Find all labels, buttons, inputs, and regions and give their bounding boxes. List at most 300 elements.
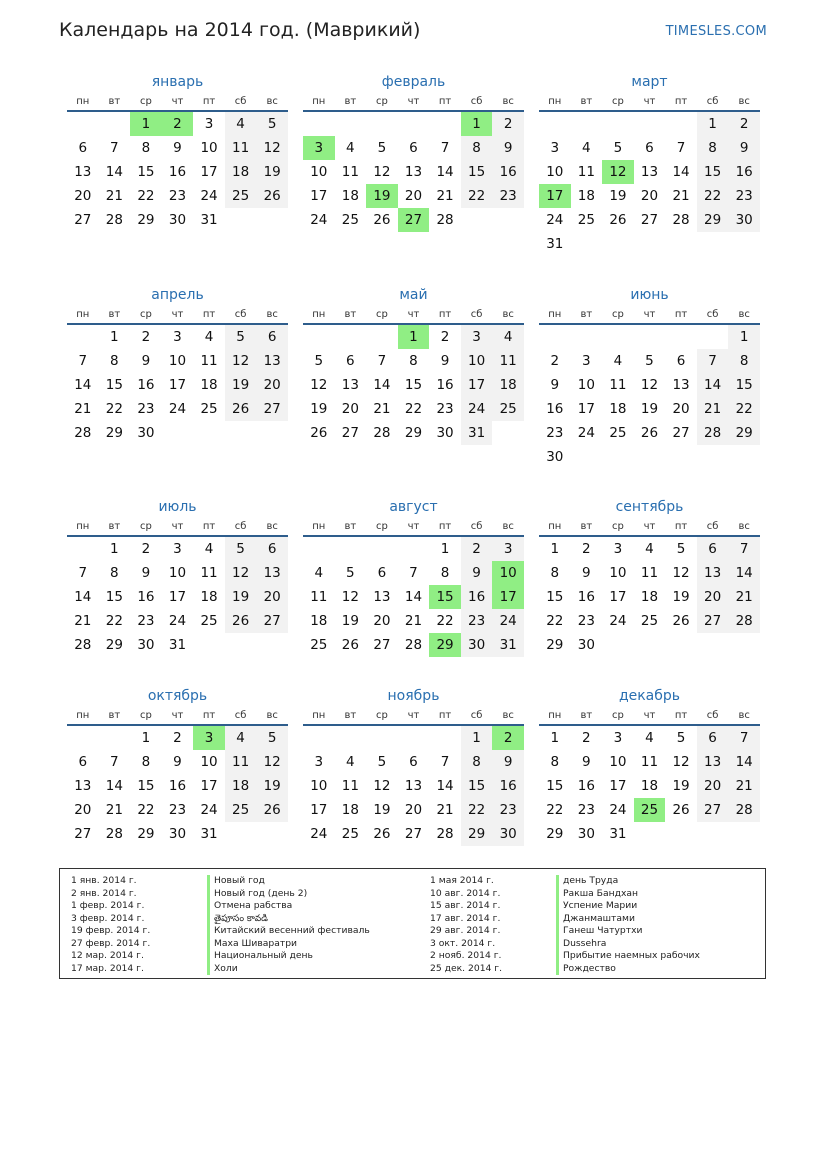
week-row bbox=[539, 160, 760, 184]
week-row bbox=[303, 421, 524, 445]
empty-day-cell bbox=[193, 633, 225, 657]
weekday-label: вт bbox=[344, 96, 357, 107]
weekday-label: сб bbox=[706, 710, 719, 721]
day-cell: 3 bbox=[613, 730, 623, 746]
weekday-label: ср bbox=[139, 96, 152, 107]
legend-date: 2 нояб. 2014 г. bbox=[430, 950, 502, 961]
day-cell: 4 bbox=[645, 541, 654, 557]
weekday-label: пн bbox=[548, 710, 562, 721]
weekend-day-cell: 22 bbox=[697, 184, 729, 208]
week-row bbox=[67, 774, 288, 798]
weekend-day-cell: 21 bbox=[728, 774, 760, 798]
empty-day-cell bbox=[728, 232, 760, 256]
day-cell: 18 bbox=[341, 802, 359, 818]
day-cell: 14 bbox=[373, 377, 391, 393]
day-cell: 15 bbox=[137, 778, 155, 794]
weekend-day-cell: 25 bbox=[492, 397, 524, 421]
empty-day-cell bbox=[303, 726, 335, 750]
day-cell: 19 bbox=[341, 613, 359, 629]
weekday-label: вс bbox=[738, 309, 750, 320]
day-cell: 7 bbox=[440, 754, 450, 770]
empty-day-cell bbox=[634, 445, 666, 469]
weekend-day-cell: 6 bbox=[256, 325, 288, 349]
day-cell: 10 bbox=[577, 377, 595, 393]
weekend-day-cell: 8 bbox=[728, 349, 760, 373]
day-cell: 19 bbox=[310, 401, 328, 417]
legend-date: 17 авг. 2014 г. bbox=[430, 912, 501, 924]
week-row bbox=[539, 373, 760, 397]
day-cell: 25 bbox=[200, 401, 218, 417]
day-cell: 22 bbox=[137, 188, 155, 204]
weekend-day-cell: 15 bbox=[461, 160, 493, 184]
day-cell: 4 bbox=[346, 140, 355, 156]
weekend-day-cell: 30 bbox=[461, 633, 493, 657]
weekday-label: вс bbox=[502, 309, 514, 320]
empty-day-cell bbox=[602, 633, 634, 657]
weekday-label: ср bbox=[139, 521, 152, 532]
day-cell: 9 bbox=[582, 754, 591, 770]
empty-day-cell bbox=[225, 633, 257, 657]
day-cell: 25 bbox=[577, 212, 595, 228]
weekday-label: ср bbox=[139, 710, 152, 721]
weekend-day-cell: 26 bbox=[225, 609, 257, 633]
weekend-day-cell: 2 bbox=[461, 537, 493, 561]
day-cell: 9 bbox=[173, 754, 182, 770]
day-cell: 17 bbox=[168, 589, 187, 605]
weekend-day-cell: 12 bbox=[256, 750, 288, 774]
legend-holiday-name: Джанмаштами bbox=[556, 913, 700, 926]
empty-day-cell bbox=[665, 822, 697, 846]
empty-day-cell bbox=[665, 232, 697, 256]
weekday-label: пн bbox=[76, 309, 90, 320]
day-cell: 27 bbox=[74, 212, 92, 228]
empty-day-cell bbox=[67, 112, 99, 136]
day-cell: 18 bbox=[341, 188, 359, 204]
empty-day-cell bbox=[728, 445, 760, 469]
week-row bbox=[539, 112, 760, 136]
weekend-day-cell: 3 bbox=[492, 537, 524, 561]
day-cell: 31 bbox=[609, 826, 627, 842]
day-cell: 6 bbox=[78, 140, 88, 156]
weekday-label: вт bbox=[108, 309, 121, 320]
legend-dates-right bbox=[430, 875, 502, 975]
day-cell: 16 bbox=[137, 377, 155, 393]
empty-day-cell bbox=[728, 822, 760, 846]
day-cell: 28 bbox=[105, 826, 123, 842]
day-cell: 2 bbox=[550, 353, 560, 369]
day-cell: 6 bbox=[78, 754, 88, 770]
weekend-day-cell: 23 bbox=[461, 609, 493, 633]
weekend-day-cell: 31 bbox=[492, 633, 524, 657]
day-cell: 19 bbox=[609, 188, 627, 204]
day-cell: 11 bbox=[640, 754, 659, 770]
weekday-label: вт bbox=[580, 521, 593, 532]
weekend-day-cell: 27 bbox=[697, 798, 729, 822]
day-cell: 11 bbox=[341, 778, 359, 794]
week-row bbox=[539, 609, 760, 633]
legend-holiday-name: Рождество bbox=[556, 963, 700, 976]
legend-date: 15 авг. 2014 г. bbox=[430, 900, 501, 911]
day-cell: 3 bbox=[613, 541, 623, 557]
day-cell: 23 bbox=[137, 401, 155, 417]
weekday-label: сб bbox=[234, 309, 247, 320]
weekend-day-cell: 23 bbox=[492, 798, 524, 822]
month-name: январь bbox=[151, 74, 204, 90]
day-cell: 8 bbox=[550, 754, 560, 770]
day-cell: 5 bbox=[346, 565, 355, 581]
weekday-label: вт bbox=[580, 710, 593, 721]
weekday-label: сб bbox=[470, 521, 483, 532]
day-cell: 25 bbox=[640, 613, 659, 629]
day-cell: 25 bbox=[609, 425, 627, 441]
day-cell: 24 bbox=[168, 401, 187, 417]
weekend-day-cell: 5 bbox=[225, 537, 257, 561]
weekday-label: ср bbox=[375, 710, 388, 721]
day-cell: 8 bbox=[550, 565, 560, 581]
weekday-header bbox=[539, 707, 760, 726]
day-cell: 28 bbox=[105, 212, 123, 228]
legend-date: 1 февр. 2014 г. bbox=[71, 900, 145, 911]
day-cell: 4 bbox=[645, 730, 654, 746]
empty-day-cell bbox=[492, 208, 524, 232]
day-cell: 29 bbox=[105, 425, 123, 441]
month-9 bbox=[539, 496, 760, 657]
day-cell: 9 bbox=[440, 353, 450, 369]
day-cell: 16 bbox=[577, 589, 595, 605]
empty-day-cell bbox=[366, 325, 398, 349]
legend-holiday-name: Прибытие наемных рабочих bbox=[556, 950, 700, 963]
empty-day-cell bbox=[539, 112, 571, 136]
weekend-day-cell: 4 bbox=[225, 112, 257, 136]
weekend-day-cell: 23 bbox=[492, 184, 524, 208]
empty-day-cell bbox=[335, 726, 367, 750]
empty-day-cell bbox=[67, 726, 99, 750]
day-cell: 22 bbox=[137, 802, 155, 818]
legend-date: 2 янв. 2014 г. bbox=[71, 887, 137, 899]
legend-holiday-name: Китайский весенний фестиваль bbox=[207, 925, 370, 938]
week-row bbox=[67, 325, 288, 349]
day-cell: 5 bbox=[676, 541, 686, 557]
weekday-label: вс bbox=[738, 96, 750, 107]
day-cell: 5 bbox=[676, 730, 686, 746]
weekend-day-cell: 4 bbox=[225, 726, 257, 750]
empty-day-cell bbox=[697, 633, 729, 657]
day-cell: 7 bbox=[440, 140, 450, 156]
day-cell: 10 bbox=[310, 778, 328, 794]
day-cell: 20 bbox=[404, 802, 423, 818]
day-cell: 2 bbox=[141, 329, 151, 345]
day-cell: 6 bbox=[409, 754, 418, 770]
week-row bbox=[67, 349, 288, 373]
weekday-label: пт bbox=[438, 309, 452, 320]
weekend-day-cell: 9 bbox=[492, 750, 524, 774]
empty-day-cell bbox=[256, 633, 288, 657]
week-row bbox=[67, 184, 288, 208]
weekday-label: вт bbox=[344, 309, 357, 320]
holiday-day-cell: 29 bbox=[429, 633, 461, 657]
day-cell: 3 bbox=[173, 329, 182, 345]
week-row bbox=[303, 750, 524, 774]
day-cell: 3 bbox=[582, 353, 591, 369]
legend-date: 19 февр. 2014 г. bbox=[71, 925, 151, 936]
day-cell: 17 bbox=[310, 802, 328, 818]
day-cell: 24 bbox=[168, 613, 187, 629]
weekend-day-cell: 29 bbox=[461, 822, 493, 846]
day-cell: 31 bbox=[546, 236, 564, 252]
day-cell: 20 bbox=[672, 401, 690, 417]
weekend-day-cell: 6 bbox=[697, 537, 729, 561]
day-cell: 23 bbox=[168, 188, 187, 204]
day-cell: 20 bbox=[341, 401, 359, 417]
day-cell: 15 bbox=[105, 589, 123, 605]
empty-day-cell bbox=[335, 325, 367, 349]
day-cell: 26 bbox=[373, 212, 391, 228]
day-cell: 26 bbox=[373, 826, 391, 842]
day-cell: 4 bbox=[582, 140, 591, 156]
day-cell: 24 bbox=[200, 188, 218, 204]
weekday-label: сб bbox=[706, 309, 719, 320]
weekend-day-cell: 1 bbox=[697, 112, 729, 136]
day-cell: 27 bbox=[672, 425, 690, 441]
day-cell: 30 bbox=[546, 449, 564, 465]
day-cell: 30 bbox=[577, 826, 595, 842]
day-cell: 18 bbox=[609, 401, 627, 417]
day-cell: 11 bbox=[200, 353, 218, 369]
day-cell: 22 bbox=[546, 802, 564, 818]
week-row bbox=[539, 633, 760, 657]
day-cell: 4 bbox=[204, 541, 214, 557]
day-cell: 19 bbox=[672, 778, 690, 794]
month-name: март bbox=[631, 74, 668, 90]
empty-day-cell bbox=[429, 112, 461, 136]
weekday-label: сб bbox=[706, 521, 719, 532]
day-cell: 18 bbox=[200, 589, 218, 605]
week-row bbox=[303, 537, 524, 561]
weekend-day-cell: 5 bbox=[256, 726, 288, 750]
weekend-day-cell: 18 bbox=[225, 774, 257, 798]
day-cell: 29 bbox=[105, 637, 123, 653]
weekend-day-cell: 14 bbox=[697, 373, 729, 397]
day-cell: 15 bbox=[137, 164, 155, 180]
weekend-day-cell: 14 bbox=[728, 561, 760, 585]
empty-day-cell bbox=[398, 726, 430, 750]
weekday-label: вс bbox=[738, 710, 750, 721]
month-12 bbox=[539, 685, 760, 846]
day-cell: 25 bbox=[341, 212, 359, 228]
day-cell: 11 bbox=[310, 589, 328, 605]
day-cell: 27 bbox=[74, 826, 92, 842]
day-cell: 13 bbox=[341, 377, 359, 393]
weekday-label: вс bbox=[502, 96, 514, 107]
weekend-day-cell: 24 bbox=[492, 609, 524, 633]
day-cell: 7 bbox=[110, 754, 119, 770]
day-cell: 14 bbox=[105, 164, 123, 180]
empty-day-cell bbox=[99, 112, 131, 136]
day-cell: 15 bbox=[105, 377, 123, 393]
brand-link[interactable]: TIMESLES.COM bbox=[665, 24, 767, 39]
weekday-label: сб bbox=[706, 96, 719, 107]
weekday-label: сб bbox=[470, 309, 483, 320]
weekend-day-cell: 1 bbox=[461, 726, 493, 750]
empty-day-cell bbox=[665, 633, 697, 657]
weekday-header bbox=[539, 93, 760, 112]
month-name: апрель bbox=[151, 287, 204, 303]
day-cell: 7 bbox=[78, 353, 88, 369]
day-cell: 2 bbox=[582, 541, 591, 557]
month-1 bbox=[67, 71, 288, 232]
weekend-day-cell: 5 bbox=[225, 325, 257, 349]
day-cell: 7 bbox=[78, 565, 88, 581]
weekday-label: сб bbox=[470, 710, 483, 721]
empty-day-cell bbox=[67, 325, 99, 349]
day-cell: 17 bbox=[609, 589, 627, 605]
week-row bbox=[539, 585, 760, 609]
weekday-label: пн bbox=[312, 710, 326, 721]
weekend-day-cell: 27 bbox=[256, 609, 288, 633]
weekend-day-cell: 16 bbox=[492, 774, 524, 798]
weekday-label: пт bbox=[674, 96, 688, 107]
day-cell: 29 bbox=[404, 425, 423, 441]
holiday-day-cell: 3 bbox=[303, 136, 335, 160]
empty-day-cell bbox=[366, 726, 398, 750]
week-row bbox=[539, 184, 760, 208]
week-row bbox=[67, 421, 288, 445]
week-row bbox=[539, 397, 760, 421]
weekend-day-cell: 10 bbox=[461, 349, 493, 373]
day-cell: 28 bbox=[74, 637, 92, 653]
empty-day-cell bbox=[571, 232, 603, 256]
day-cell: 27 bbox=[373, 637, 391, 653]
weekday-header bbox=[539, 306, 760, 325]
day-cell: 3 bbox=[173, 541, 182, 557]
day-cell: 23 bbox=[546, 425, 564, 441]
empty-day-cell bbox=[303, 112, 335, 136]
day-cell: 8 bbox=[409, 353, 418, 369]
day-cell: 13 bbox=[640, 164, 659, 180]
month-name: июнь bbox=[630, 287, 669, 303]
weekday-label: пн bbox=[312, 521, 326, 532]
legend-date: 27 февр. 2014 г. bbox=[71, 937, 151, 949]
day-cell: 3 bbox=[550, 140, 560, 156]
day-cell: 23 bbox=[577, 802, 595, 818]
day-cell: 28 bbox=[74, 425, 92, 441]
week-row bbox=[303, 774, 524, 798]
day-cell: 12 bbox=[672, 754, 690, 770]
day-cell: 4 bbox=[613, 353, 623, 369]
week-row bbox=[303, 585, 524, 609]
weekday-header bbox=[303, 707, 524, 726]
day-cell: 16 bbox=[168, 164, 187, 180]
day-cell: 18 bbox=[640, 778, 659, 794]
month-6 bbox=[539, 284, 760, 469]
month-4 bbox=[67, 284, 288, 445]
day-cell: 11 bbox=[609, 377, 627, 393]
empty-day-cell bbox=[492, 421, 524, 445]
empty-day-cell bbox=[634, 112, 666, 136]
weekend-day-cell: 27 bbox=[697, 609, 729, 633]
weekday-label: ср bbox=[611, 521, 624, 532]
weekday-header bbox=[67, 306, 288, 325]
week-row bbox=[303, 609, 524, 633]
legend-holiday-name: తైపూసం కావడి bbox=[207, 913, 370, 926]
week-row bbox=[303, 633, 524, 657]
holiday-day-cell: 25 bbox=[634, 798, 666, 822]
weekend-day-cell: 13 bbox=[256, 349, 288, 373]
day-cell: 19 bbox=[640, 401, 659, 417]
weekday-label: пн bbox=[76, 710, 90, 721]
day-cell: 2 bbox=[582, 730, 591, 746]
week-row bbox=[303, 798, 524, 822]
weekday-label: ср bbox=[611, 710, 624, 721]
weekday-label: пт bbox=[674, 710, 688, 721]
day-cell: 5 bbox=[377, 754, 387, 770]
weekend-day-cell: 25 bbox=[225, 184, 257, 208]
day-cell: 6 bbox=[645, 140, 654, 156]
weekday-label: ср bbox=[375, 96, 388, 107]
week-row bbox=[67, 561, 288, 585]
weekday-label: пт bbox=[438, 96, 452, 107]
weekday-label: пт bbox=[438, 521, 452, 532]
empty-day-cell bbox=[571, 112, 603, 136]
weekday-label: пн bbox=[548, 521, 562, 532]
empty-day-cell bbox=[697, 232, 729, 256]
week-row bbox=[539, 822, 760, 846]
empty-day-cell bbox=[162, 421, 194, 445]
month-8 bbox=[303, 496, 524, 657]
weekend-day-cell: 16 bbox=[461, 585, 493, 609]
holiday-legend bbox=[59, 868, 766, 979]
day-cell: 11 bbox=[577, 164, 595, 180]
day-cell: 13 bbox=[373, 589, 391, 605]
empty-day-cell bbox=[602, 325, 634, 349]
day-cell: 16 bbox=[577, 778, 595, 794]
holiday-day-cell: 15 bbox=[429, 585, 461, 609]
empty-day-cell bbox=[225, 421, 257, 445]
day-cell: 17 bbox=[310, 188, 328, 204]
day-cell: 9 bbox=[582, 565, 591, 581]
weekday-label: вс bbox=[266, 309, 278, 320]
day-cell: 21 bbox=[373, 401, 391, 417]
weekend-day-cell: 2 bbox=[492, 112, 524, 136]
day-cell: 10 bbox=[168, 353, 187, 369]
weekday-label: вс bbox=[266, 710, 278, 721]
weekend-day-cell: 26 bbox=[225, 397, 257, 421]
day-cell: 22 bbox=[436, 613, 454, 629]
weekend-day-cell: 2 bbox=[728, 112, 760, 136]
day-cell: 14 bbox=[672, 164, 690, 180]
weekday-header bbox=[539, 518, 760, 537]
empty-day-cell bbox=[634, 633, 666, 657]
weekday-label: чт bbox=[171, 96, 184, 107]
day-cell: 28 bbox=[436, 826, 454, 842]
legend-holiday-name: Ганеш Чатуртхи bbox=[556, 925, 700, 938]
day-cell: 26 bbox=[672, 613, 690, 629]
weekday-label: вс bbox=[502, 710, 514, 721]
day-cell: 29 bbox=[137, 826, 155, 842]
day-cell: 15 bbox=[404, 377, 423, 393]
week-row bbox=[303, 112, 524, 136]
day-cell: 24 bbox=[546, 212, 564, 228]
day-cell: 4 bbox=[346, 754, 355, 770]
weekday-header bbox=[67, 93, 288, 112]
day-cell: 14 bbox=[436, 778, 454, 794]
weekend-day-cell: 13 bbox=[697, 561, 729, 585]
day-cell: 1 bbox=[550, 730, 560, 746]
weekend-day-cell: 19 bbox=[256, 774, 288, 798]
day-cell: 14 bbox=[404, 589, 423, 605]
weekend-day-cell: 11 bbox=[492, 349, 524, 373]
empty-day-cell bbox=[634, 325, 666, 349]
